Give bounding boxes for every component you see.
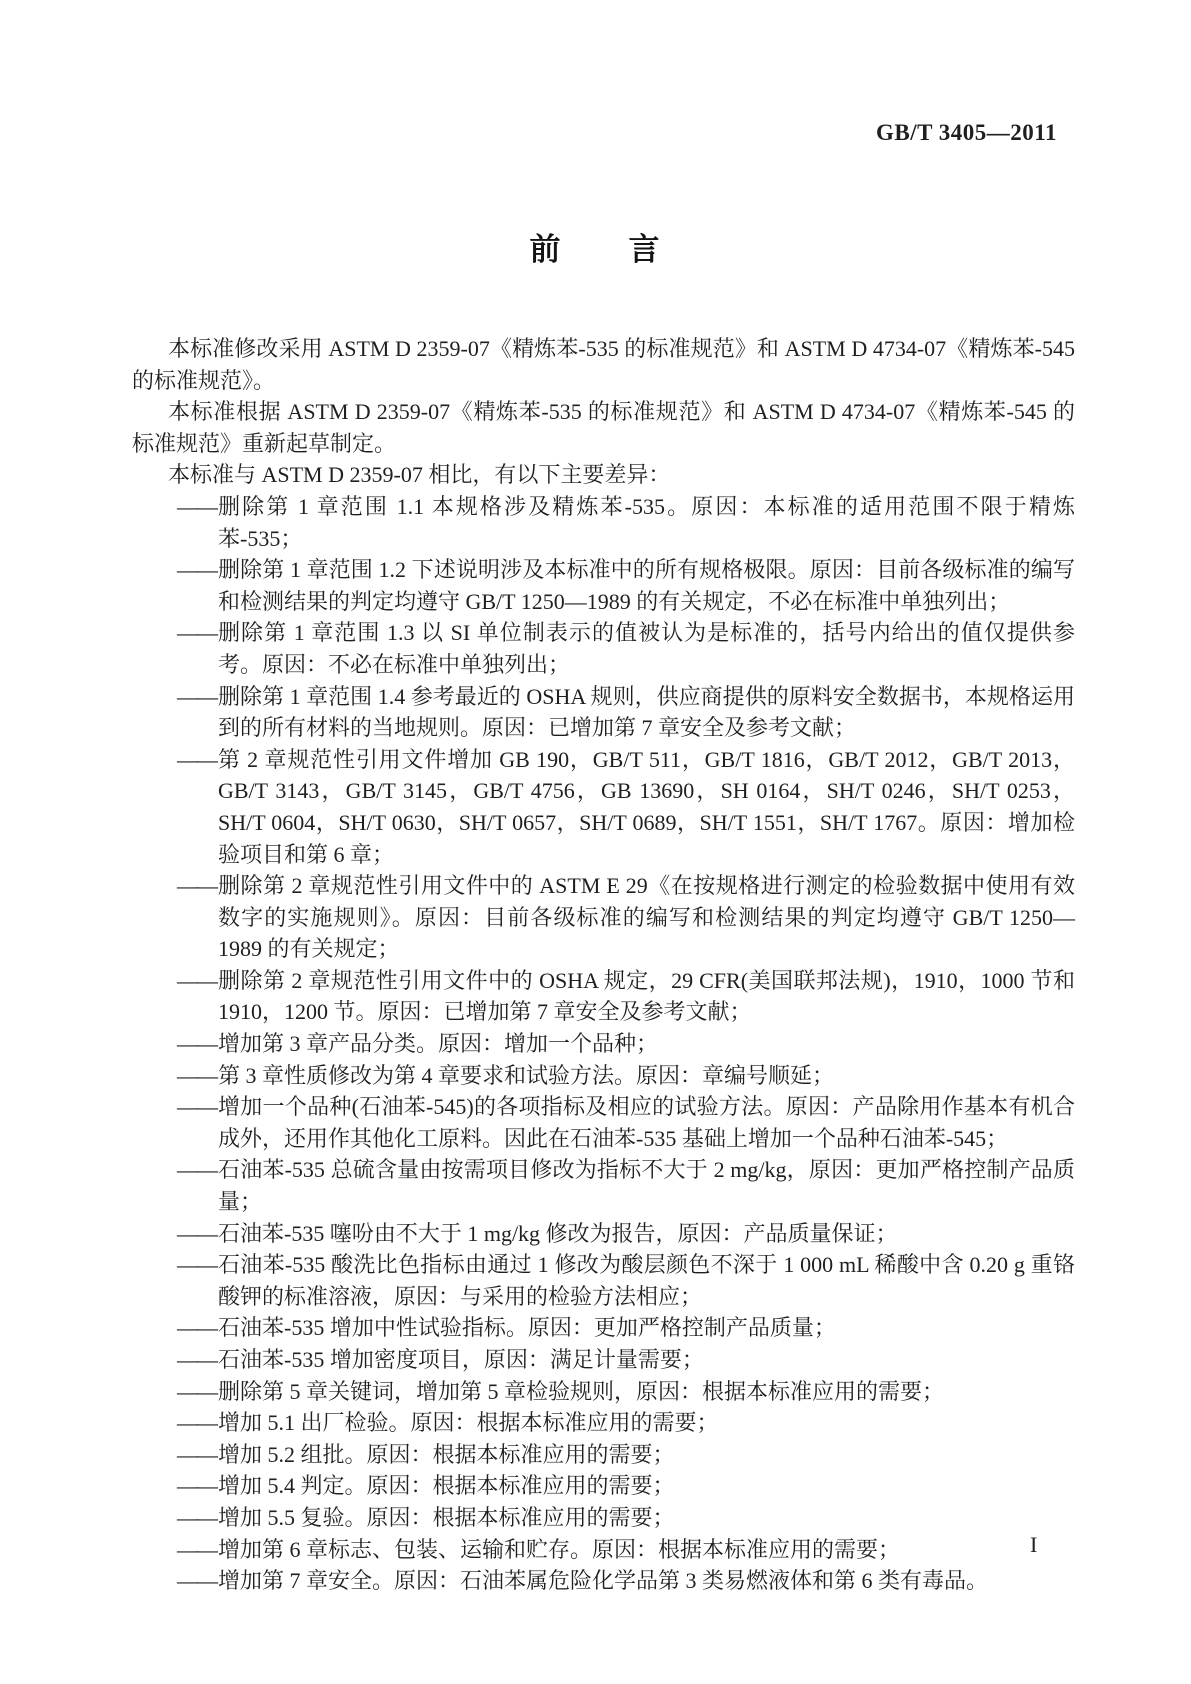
difference-item xyxy=(132,1028,1075,1060)
item-text: 删除第 1 章范围 1.1 本规格涉及精炼苯-535。原因：本标准的适用范围不限于精炼苯-535； xyxy=(218,493,1075,551)
item-dash: —— xyxy=(177,493,215,519)
difference-item xyxy=(132,1344,1075,1376)
difference-item xyxy=(132,681,1075,744)
foreword-body xyxy=(132,333,1075,1597)
differences-lead-paragraph: 本标准与 ASTM D 2359-07 相比，有以下主要差异： xyxy=(168,462,671,488)
item-dash: —— xyxy=(177,1568,215,1594)
difference-item xyxy=(132,1218,1075,1250)
item-dash: —— xyxy=(177,1062,215,1088)
item-text: 删除第 1 章范围 1.3 以 SI 单位制表示的值被认为是标准的，括号内给出的值仅提供参考。原因：不必在标准中单独列出； xyxy=(218,620,1075,677)
difference-item xyxy=(132,1470,1075,1502)
item-dash: —— xyxy=(177,557,215,583)
page-number: I xyxy=(1030,1532,1038,1557)
item-dash: —— xyxy=(177,1157,215,1183)
difference-item xyxy=(132,870,1075,965)
difference-item xyxy=(132,1154,1075,1217)
item-text: 石油苯-535 总硫含量由按需项目修改为指标不大于 2 mg/kg，原因：更加严格控制产品质量； xyxy=(218,1157,1075,1215)
item-dash: —— xyxy=(177,1347,215,1372)
item-text: 增加一个品种(石油苯-545)的各项指标及相应的试验方法。原因：产品除用作基本有机合成外，还用作其他化工原料。因此在石油苯-535 基础上增加一个品种石油苯-545； xyxy=(218,1094,1075,1151)
difference-item xyxy=(132,1407,1075,1439)
item-text: 增加第 7 章安全。原因：石油苯属危险化学品第 3 类易燃液体和第 6 类有毒品。 xyxy=(218,1568,989,1594)
item-dash: —— xyxy=(177,967,215,993)
item-text: 石油苯-535 增加中性试验指标。原因：更加严格控制产品质量； xyxy=(218,1315,836,1341)
difference-item xyxy=(132,1091,1075,1154)
item-dash: —— xyxy=(177,1031,215,1057)
item-text: 删除第 1 章范围 1.2 下述说明涉及本标准中的所有规格极限。原因：目前各级标准的编写和检测结果的判定均遵守 GB/T 1250—1989 的有关规定，不必在标准中单独列出； xyxy=(218,557,1075,614)
item-text: 石油苯-535 增加密度项目，原因：满足计量需要； xyxy=(218,1347,704,1372)
item-dash: —— xyxy=(177,1536,215,1562)
difference-item xyxy=(132,617,1075,680)
item-text: 删除第 2 章规范性引用文件中的 OSHA 规定，29 CFR(美国联邦法规)，1910，1000 节和 1910，1200 节。原因：已增加第 7 章安全及参考文献； xyxy=(218,967,1076,1025)
item-dash: —— xyxy=(177,1378,215,1404)
item-text: 第 3 章性质修改为第 4 章要求和试验方法。原因：章编号顺延； xyxy=(218,1062,835,1088)
item-dash: —— xyxy=(177,1220,215,1246)
standard-code: GB/T 3405—2011 xyxy=(875,120,1057,145)
item-dash: —— xyxy=(177,1315,215,1341)
difference-item xyxy=(132,554,1075,617)
intro-paragraph-1: 本标准修改采用 ASTM D 2359-07《精炼苯-535 的标准规范》和 ASTM D 4734-07《精炼苯-545 的标准规范》。 xyxy=(132,336,1075,393)
item-text: 增加 5.2 组批。原因：根据本标准应用的需要； xyxy=(218,1441,675,1467)
difference-item xyxy=(132,1565,1075,1597)
item-text: 增加 5.4 判定。原因：根据本标准应用的需要； xyxy=(218,1473,675,1499)
item-text: 石油苯-535 酸洗比色指标由通过 1 修改为酸层颜色不深于 1 000 mL 稀酸中含 0.20 g 重铬酸钾的标准溶液，原因：与采用的检验方法相应； xyxy=(218,1252,1075,1309)
difference-item xyxy=(132,1249,1075,1312)
difference-item xyxy=(132,1312,1075,1344)
item-dash: —— xyxy=(177,620,215,646)
item-dash: —— xyxy=(177,1504,215,1530)
item-text: 删除第 1 章范围 1.4 参考最近的 OSHA 规则，供应商提供的原料安全数据书，本规格运用到的所有材料的当地规则。原因：已增加第 7 章安全及参考文献； xyxy=(218,683,1075,741)
difference-list xyxy=(132,491,1075,1597)
item-dash: —— xyxy=(177,746,215,772)
page-title: 前 言 xyxy=(529,232,662,267)
difference-item xyxy=(132,744,1075,870)
item-dash: —— xyxy=(177,1410,215,1436)
item-text: 增加 5.1 出厂检验。原因：根据本标准应用的需要； xyxy=(218,1410,719,1436)
item-text: 增加 5.5 复验。原因：根据本标准应用的需要； xyxy=(218,1504,675,1530)
item-dash: —— xyxy=(177,1094,215,1120)
item-dash: —— xyxy=(177,1473,215,1499)
item-text: 增加第 6 章标志、包装、运输和贮存。原因：根据本标准应用的需要； xyxy=(218,1536,901,1562)
item-text: 石油苯-535 噻吩由不大于 1 mg/kg 修改为报告，原因：产品质量保证； xyxy=(218,1220,898,1246)
item-dash: —— xyxy=(177,1441,215,1467)
item-text: 删除第 5 章关键词，增加第 5 章检验规则，原因：根据本标准应用的需要； xyxy=(218,1378,945,1404)
difference-item xyxy=(132,1534,1075,1566)
difference-item xyxy=(132,965,1075,1028)
item-dash: —— xyxy=(177,683,215,709)
item-text: 增加第 3 章产品分类。原因：增加一个品种； xyxy=(218,1031,659,1057)
intro-paragraph-2: 本标准根据 ASTM D 2359-07《精炼苯-535 的标准规范》和 ASTM D 4734-07《精炼苯-545 的标准规范》重新起草制定。 xyxy=(132,399,1075,456)
difference-item xyxy=(132,1060,1075,1092)
difference-item xyxy=(132,1439,1075,1471)
item-text: 第 2 章规范性引用文件增加 GB 190，GB/T 511，GB/T 1816，GB/T 2012，GB/T 2013，GB/T 3143，GB/T 3145，GB/T 4756，GB 13690，SH 0164，SH/T 0246，SH/T 0253，SH/T 0604，SH/T 0630，SH/T 0657，SH/T 0689，SH/T 1551，SH/T 1767。原因：增加检验项目和第 6 章； xyxy=(218,746,1075,867)
difference-item xyxy=(132,491,1075,554)
difference-item xyxy=(132,1376,1075,1408)
difference-item xyxy=(132,1502,1075,1534)
item-dash: —— xyxy=(177,1252,215,1278)
item-dash: —— xyxy=(177,873,215,899)
item-text: 删除第 2 章规范性引用文件中的 ASTM E 29《在按规格进行测定的检验数据中使用有效数字的实施规则》。原因：目前各级标准的编写和检测结果的判定均遵守 GB/T 1250—1989 的有关规定； xyxy=(218,873,1075,962)
